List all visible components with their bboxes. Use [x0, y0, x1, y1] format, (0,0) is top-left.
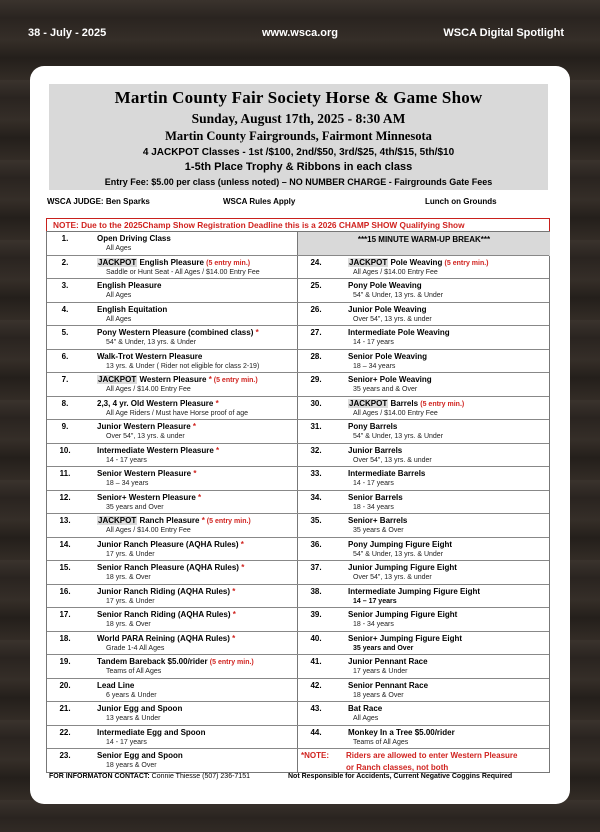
class-eligibility: 17 yrs. & Under [106, 597, 155, 605]
class-name: Ranch Pleasure [137, 516, 202, 525]
class-title [97, 422, 196, 431]
class-eligibility: Over 54", 13 yrs. & under [353, 315, 432, 323]
class-title [348, 352, 427, 361]
class-name: Pony Pole Weaving [348, 281, 422, 290]
class-title [348, 258, 489, 267]
class-name: Senior Ranch Riding (AQHA Rules) [97, 610, 233, 619]
class-number: 11. [59, 469, 71, 478]
class-eligibility: 14 – 17 years [353, 597, 397, 605]
class-number: 37. [310, 563, 322, 572]
class-eligibility: Grade 1-4 All Ages [106, 644, 165, 652]
disclaimer: Not Responsible for Accidents, Current Negative Coggins Required [288, 773, 513, 780]
jackpot-tag: JACKPOT [98, 516, 137, 525]
required-star: * [240, 539, 244, 549]
class-number: 33. [310, 469, 322, 478]
class-schedule-table [46, 231, 550, 773]
class-eligibility: 35 years and Over [106, 503, 164, 511]
class-eligibility: 35 years & Over [353, 527, 404, 534]
rider-note-line2: or Ranch classes, not both [346, 763, 449, 772]
class-number: 14. [59, 539, 71, 549]
class-number: 12. [59, 492, 71, 502]
class-eligibility: 18 - 34 years [353, 621, 394, 628]
entry-minimum: (5 entry min.) [444, 259, 489, 267]
class-title [97, 563, 244, 572]
required-star: * [201, 516, 205, 525]
contact-value: Connie Thiesse (507) 236-7151 [149, 773, 250, 780]
class-eligibility: 6 years & Under [106, 691, 157, 699]
class-number: 39. [310, 610, 322, 619]
class-title [97, 234, 171, 243]
class-number: 43. [310, 704, 322, 713]
class-eligibility: All Ages [106, 245, 132, 252]
class-name: Senior Egg and Spoon [97, 751, 183, 760]
class-title [348, 728, 455, 737]
class-eligibility: Over 54", 13 yrs. & under [353, 574, 432, 581]
entry-fees: Entry Fee: $5.00 per class (unless noted) – NO NUMBER CHARGE - Fairgrounds Gate Fees [104, 177, 493, 187]
judge-info: WSCA JUDGE: Ben Sparks [47, 197, 150, 206]
class-number: 9. [61, 422, 69, 431]
warmup-break: ***15 MINUTE WARM-UP BREAK*** [298, 232, 550, 256]
class-eligibility: 54" & Under, 13 yrs. & Under [353, 292, 444, 299]
class-eligibility: 18 yrs. & Over [106, 621, 151, 628]
class-title [348, 610, 457, 619]
entry-minimum: (5 entry min.) [206, 259, 251, 267]
class-name: Junior Ranch Riding (AQHA Rules) [97, 586, 233, 596]
class-name: Bat Race [348, 704, 383, 713]
class-title [348, 540, 452, 549]
class-number: 6. [61, 351, 69, 361]
class-eligibility: All Ages / $14.00 Entry Fee [106, 527, 191, 534]
contact-label: FOR INFORMATON CONTACT: [49, 773, 150, 780]
class-title [97, 258, 250, 267]
required-star: * [193, 469, 197, 478]
entry-minimum: (5 entry min.) [211, 377, 258, 384]
class-name: Senior+ Western Pleasure [97, 492, 199, 502]
website-url[interactable]: www.wsca.org [261, 27, 338, 39]
class-title [348, 634, 462, 643]
class-eligibility: 14 - 17 years [106, 456, 147, 464]
class-name: Junior Pennant Race [348, 657, 428, 666]
class-title [97, 352, 202, 361]
class-name: Pole Weaving [388, 257, 445, 267]
class-title [348, 516, 407, 525]
entry-minimum: (5 entry min.) [209, 659, 254, 666]
class-number: 17. [59, 610, 71, 619]
class-eligibility: 54" & Under, 13 yrs. & Under [353, 550, 444, 558]
class-title [348, 446, 402, 455]
class-name: Senior Barrels [348, 492, 403, 502]
class-number: 34. [310, 492, 322, 502]
class-name: Senior Pennant Race [348, 680, 429, 690]
rules-info: WSCA Rules Apply [223, 197, 296, 206]
class-title [97, 634, 235, 643]
class-name: Junior Ranch Pleasure (AQHA Rules) [97, 539, 241, 549]
required-star: * [232, 610, 236, 619]
class-name: Senior+ Barrels [348, 516, 408, 525]
class-eligibility: All Ages [353, 715, 379, 722]
class-name: 2,3, 4 yr. Old Western Pleasure [97, 398, 216, 408]
class-title [97, 469, 196, 478]
class-number: 2. [61, 257, 69, 267]
class-name: Senior Ranch Pleasure (AQHA Rules) [97, 563, 242, 572]
class-number: 40. [310, 633, 322, 643]
class-title [348, 704, 382, 713]
class-title [348, 587, 480, 596]
jackpot-tag: JACKPOT [349, 398, 388, 408]
class-name: Open Driving Class [97, 234, 171, 243]
class-name: English Pleasure [97, 281, 162, 290]
class-name: Senior+ Pole Weaving [348, 375, 432, 384]
class-eligibility: 18 - 34 years [353, 503, 394, 511]
class-eligibility: 54" & Under, 13 yrs. & Under [353, 433, 444, 440]
class-number: 29. [310, 375, 322, 384]
class-title [348, 681, 428, 690]
class-title [97, 587, 235, 596]
class-name: Western Pleasure [137, 375, 209, 384]
class-title [97, 728, 205, 737]
required-star: * [198, 492, 202, 502]
class-number: 21. [59, 704, 71, 713]
class-eligibility: 35 years and & Over [353, 386, 418, 393]
class-name: Pony Jumping Figure Eight [348, 539, 452, 549]
class-title [97, 281, 161, 290]
class-number: 22. [59, 727, 71, 737]
publication-name: WSCA Digital Spotlight [443, 27, 564, 39]
jackpot-payouts: 4 JACKPOT Classes - 1st /$100, 2nd/$50, 3rd/$25, 4th/$15, 5th/$10 [142, 147, 455, 158]
class-name: Senior Western Pleasure [97, 469, 194, 478]
jackpot-tag: JACKPOT [349, 257, 388, 267]
class-name: Barrels [388, 398, 421, 408]
class-number: 28. [310, 351, 322, 361]
class-title [97, 540, 244, 549]
class-eligibility: 18 – 34 years [353, 362, 396, 370]
show-location: Martin County Fairgrounds, Fairmont Minnesota [165, 129, 432, 143]
class-number: 13. [59, 516, 71, 525]
contact-info [49, 773, 250, 780]
class-title [348, 281, 422, 290]
class-eligibility: 18 years & Over [106, 762, 157, 769]
class-title [97, 446, 219, 455]
class-title [348, 422, 397, 431]
class-title [97, 328, 259, 337]
class-title [97, 704, 182, 713]
class-name: Pony Western Pleasure (combined class) [97, 328, 256, 337]
required-star: * [216, 445, 220, 455]
class-title [97, 610, 236, 619]
class-number: 44. [310, 727, 322, 737]
class-title [348, 375, 432, 384]
class-name: Lead Line [97, 680, 135, 690]
class-name: Junior Pole Weaving [348, 304, 427, 314]
class-eligibility: 17 yrs. & Under [106, 550, 155, 558]
entry-minimum: (5 entry min.) [420, 400, 465, 408]
class-number: 26. [310, 304, 322, 314]
show-date: Sunday, August 17th, 2025 - 8:30 AM [191, 111, 406, 126]
required-star: * [255, 328, 259, 337]
class-number: 31. [310, 422, 322, 431]
class-name: Junior Jumping Figure Eight [348, 563, 457, 572]
class-name: World PARA Reining (AQHA Rules) [97, 633, 233, 643]
class-number: 36. [310, 539, 322, 549]
class-title [348, 493, 403, 502]
class-eligibility: All Ages [106, 292, 132, 299]
flyer-header [49, 84, 548, 190]
class-number: 24. [310, 257, 322, 267]
class-number: 1. [61, 234, 69, 243]
class-eligibility: 14 - 17 years [353, 480, 394, 487]
class-eligibility: All Ages / $14.00 Entry Fee [353, 409, 438, 417]
class-number: 7. [61, 375, 69, 384]
class-eligibility: 35 years and Over [353, 644, 414, 652]
class-number: 38. [310, 586, 322, 596]
class-title [97, 751, 183, 760]
class-number: 10. [59, 445, 71, 455]
class-number: 16. [59, 586, 71, 596]
class-name: English Pleasure [137, 257, 207, 267]
class-name: Junior Barrels [348, 445, 403, 455]
show-title: Martin County Fair Society Horse & Game Show [114, 88, 483, 107]
class-name: Senior+ Jumping Figure Eight [348, 633, 463, 643]
class-title [97, 375, 258, 384]
jackpot-tag: JACKPOT [98, 257, 137, 267]
class-number: 42. [310, 680, 322, 690]
jackpot-tag: JACKPOT [98, 375, 137, 384]
class-title [97, 681, 134, 690]
class-eligibility: 18 years & Over [353, 691, 404, 699]
class-name: Junior Egg and Spoon [97, 704, 183, 713]
required-star: * [208, 375, 212, 384]
class-name: Walk-Trot Western Pleasure [97, 351, 203, 361]
class-title [97, 493, 201, 502]
class-number: 32. [310, 445, 322, 455]
class-eligibility: 54" & Under, 13 yrs. & Under [106, 339, 197, 346]
class-name: Pony Barrels [348, 422, 398, 431]
required-star: * [232, 633, 236, 643]
rider-note-line1: Riders are allowed to enter Western Pleasure [346, 751, 518, 760]
required-star: * [232, 586, 236, 596]
class-number: 41. [310, 657, 322, 666]
class-name: Senior Jumping Figure Eight [348, 610, 458, 619]
class-title [348, 657, 428, 666]
class-number: 23. [59, 751, 71, 760]
placing-awards: 1-5th Place Trophy & Ribbons in each class [184, 161, 413, 173]
class-number: 15. [59, 563, 71, 572]
class-eligibility: Teams of All Ages [353, 738, 409, 746]
class-title [97, 305, 167, 314]
class-title [97, 399, 219, 408]
class-eligibility: 13 years & Under [106, 715, 161, 722]
class-name: Intermediate Egg and Spoon [97, 727, 206, 737]
class-title [348, 469, 425, 478]
class-eligibility: Over 54", 13 yrs. & under [106, 433, 185, 440]
class-name: Intermediate Barrels [348, 469, 426, 478]
top-bar [0, 0, 600, 62]
class-number: 27. [310, 328, 322, 337]
qualifying-note: NOTE: Due to the 2025Champ Show Registration Deadline this is a 2026 CHAMP SHOW Qualifying Show [46, 218, 550, 232]
class-number: 20. [59, 680, 71, 690]
class-eligibility: All Ages [106, 315, 132, 323]
class-name: Intermediate Jumping Figure Eight [348, 586, 481, 596]
class-eligibility: 18 yrs. & Over [106, 574, 151, 581]
class-name: Junior Western Pleasure [97, 422, 193, 431]
class-name: Senior Pole Weaving [348, 351, 427, 361]
rider-note-label: *NOTE: [301, 751, 329, 760]
class-number: 5. [61, 328, 69, 337]
class-eligibility: Over 54", 13 yrs. & under [353, 456, 432, 464]
class-eligibility: 18 – 34 years [106, 480, 149, 487]
class-eligibility: 17 years & Under [353, 668, 408, 675]
class-eligibility: 14 - 17 years [353, 339, 394, 346]
class-eligibility: All Ages / $14.00 Entry Fee [353, 268, 438, 276]
class-title [348, 399, 464, 408]
class-title [348, 328, 450, 337]
class-eligibility: All Ages / $14.00 Entry Fee [106, 386, 191, 393]
class-eligibility: Teams of All Ages [106, 668, 162, 675]
class-title [348, 305, 427, 314]
entry-minimum: (5 entry min.) [204, 518, 251, 525]
class-number: 4. [61, 304, 69, 314]
class-number: 25. [310, 281, 322, 290]
required-star: * [192, 422, 197, 431]
class-name: Tandem Bareback $5.00/rider [97, 657, 210, 666]
issue-date: 38 - July - 2025 [28, 27, 107, 39]
class-name: English Equitation [97, 304, 168, 314]
class-number: 3. [61, 281, 69, 290]
class-title [97, 516, 251, 525]
class-eligibility: All Age Riders / Must have Horse proof of age [106, 409, 249, 417]
class-number: 30. [310, 398, 322, 408]
required-star: * [241, 563, 245, 572]
class-number: 8. [61, 398, 69, 408]
class-eligibility: 13 yrs. & Under ( Rider not eligible for class 2-19) [106, 362, 260, 370]
class-eligibility: 14 - 17 years [106, 738, 147, 746]
class-name: Intermediate Pole Weaving [348, 328, 450, 337]
class-number: 19. [59, 657, 71, 666]
class-number: 35. [310, 516, 322, 525]
class-number: 18. [59, 633, 71, 643]
lunch-info: Lunch on Grounds [425, 197, 497, 206]
required-star: * [215, 398, 219, 408]
class-title [348, 563, 457, 572]
flyer-card [30, 66, 570, 804]
class-title [97, 657, 254, 666]
class-name: Monkey In a Tree $5.00/rider [348, 727, 455, 737]
class-eligibility: Saddle or Hunt Seat - All Ages / $14.00 Entry Fee [106, 268, 260, 276]
class-name: Intermediate Western Pleasure [97, 445, 217, 455]
